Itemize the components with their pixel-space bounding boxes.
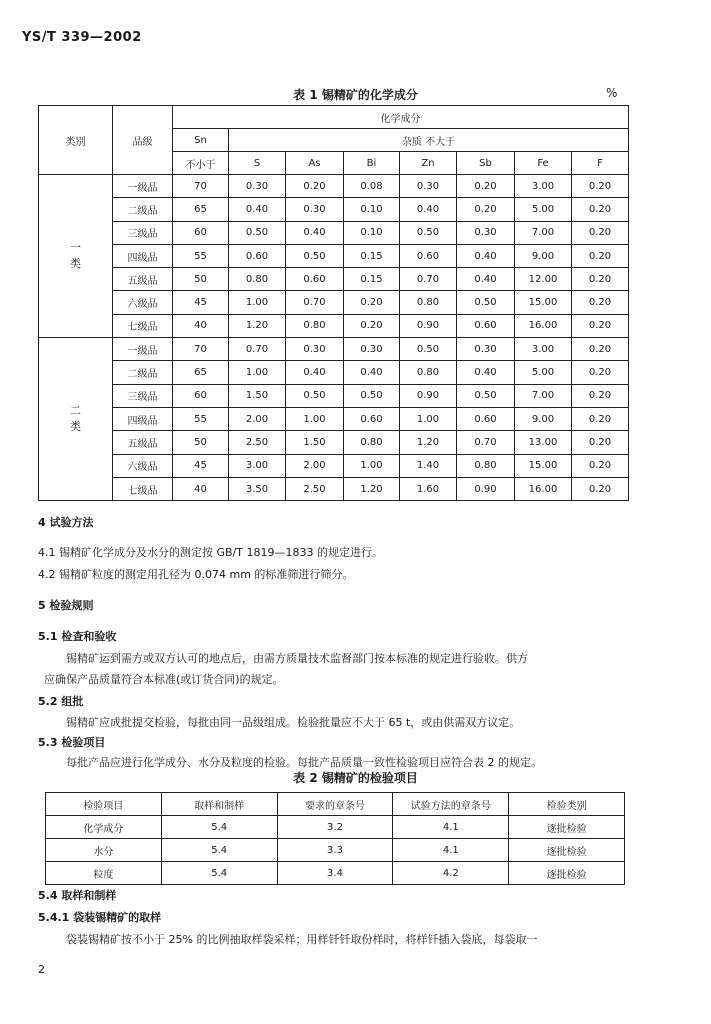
value-cell: 0.60 [286, 268, 344, 291]
grade-cell: 三级品 [113, 221, 173, 244]
value-cell: 1.00 [344, 454, 400, 477]
value-cell: 0.20 [572, 407, 629, 430]
value-cell: 70 [173, 338, 229, 361]
value-cell: 0.20 [572, 361, 629, 384]
value-cell: 0.50 [457, 384, 515, 407]
value-cell: 0.40 [286, 221, 344, 244]
table-row [39, 198, 629, 221]
value-cell: 0.50 [286, 384, 344, 407]
value-cell: 45 [173, 454, 229, 477]
grade-cell: 五级品 [113, 268, 173, 291]
value-cell: 15.00 [515, 291, 572, 314]
value-cell: 65 [173, 361, 229, 384]
table-row [39, 384, 629, 407]
table2-header-cell: 取样和制样 [161, 793, 277, 816]
table2-cell: 4.1 [393, 816, 509, 839]
value-cell: 15.00 [515, 454, 572, 477]
value-cell: 0.60 [457, 407, 515, 430]
value-cell: 40 [173, 314, 229, 337]
value-cell: 0.20 [572, 291, 629, 314]
value-cell: 0.20 [572, 198, 629, 221]
value-cell: 3.00 [229, 454, 286, 477]
grade-cell: 二级品 [113, 361, 173, 384]
value-cell: 1.00 [229, 361, 286, 384]
value-cell: 5.00 [515, 198, 572, 221]
value-cell: 0.80 [286, 314, 344, 337]
table2-cell: 3.3 [277, 839, 393, 862]
value-cell: 0.50 [344, 384, 400, 407]
category-cell [39, 338, 113, 501]
table-row [39, 314, 629, 337]
table-row [39, 268, 629, 291]
value-cell: 0.40 [286, 361, 344, 384]
col-header-grade: 品级 [113, 106, 173, 175]
value-cell: 0.20 [572, 384, 629, 407]
value-cell: 0.60 [457, 314, 515, 337]
value-cell: 1.40 [400, 454, 457, 477]
value-cell: 0.20 [286, 175, 344, 198]
value-cell: 0.30 [286, 338, 344, 361]
table2-title: 表 2 锡精矿的检验项目 [293, 771, 418, 785]
table2-header-cell: 要求的章条号 [277, 793, 393, 816]
value-cell: 1.00 [229, 291, 286, 314]
value-cell: 0.20 [572, 431, 629, 454]
value-cell: 0.40 [457, 244, 515, 267]
table1-unit: % [606, 86, 618, 100]
section-5-1-paragraph-line2: 应确保产品质量符合本标准(或订货合同)的规定。 [44, 673, 284, 686]
value-cell: 3.00 [515, 338, 572, 361]
table-row [46, 816, 625, 839]
table2-cell: 5.4 [161, 862, 277, 885]
value-cell: 60 [173, 221, 229, 244]
grade-cell: 一级品 [113, 175, 173, 198]
value-cell: 5.00 [515, 361, 572, 384]
value-cell: 0.30 [400, 175, 457, 198]
value-cell: 1.20 [344, 477, 400, 500]
grade-cell: 五级品 [113, 431, 173, 454]
category-char: 类 [70, 420, 81, 434]
grade-cell: 六级品 [113, 454, 173, 477]
value-cell: 0.70 [229, 338, 286, 361]
col-header-sn: Sn [173, 129, 229, 152]
table2-cell: 逐批检验 [509, 839, 625, 862]
table2-cell: 4.1 [393, 839, 509, 862]
value-cell: 1.60 [400, 477, 457, 500]
value-cell: 60 [173, 384, 229, 407]
value-cell: 0.10 [344, 198, 400, 221]
value-cell: 2.50 [229, 431, 286, 454]
section-4-1: 4.1 锡精矿化学成分及水分的测定按 GB/T 1819—1833 的规定进行。 [38, 546, 383, 559]
table-row [39, 477, 629, 500]
value-cell: 0.70 [286, 291, 344, 314]
value-cell: 0.80 [344, 431, 400, 454]
section-5-heading: 5 检验规则 [38, 599, 94, 612]
section-5-1-paragraph-line1: 锡精矿运到需方或双方认可的地点后，由需方质量技术监督部门按本标准的规定进行验收。供方 [66, 652, 528, 665]
value-cell: 1.00 [286, 407, 344, 430]
table2-cell: 水分 [46, 839, 162, 862]
value-cell: 2.50 [286, 477, 344, 500]
value-cell: 0.50 [229, 221, 286, 244]
section-5-3-heading: 5.3 检验项目 [38, 736, 106, 749]
value-cell: 0.80 [400, 291, 457, 314]
value-cell: 0.20 [457, 198, 515, 221]
page-number: 2 [38, 963, 45, 976]
col-header-element: S [229, 152, 286, 175]
value-cell: 0.20 [572, 175, 629, 198]
value-cell: 0.20 [572, 338, 629, 361]
table-row [39, 431, 629, 454]
grade-cell: 四级品 [113, 244, 173, 267]
value-cell: 0.30 [229, 175, 286, 198]
table-row [46, 839, 625, 862]
table-row [39, 361, 629, 384]
col-header-impurity: 杂质 不大于 [229, 129, 629, 152]
value-cell: 9.00 [515, 244, 572, 267]
value-cell: 0.30 [286, 198, 344, 221]
value-cell: 0.60 [400, 244, 457, 267]
table2-cell: 3.2 [277, 816, 393, 839]
value-cell: 1.00 [400, 407, 457, 430]
table-row [39, 454, 629, 477]
value-cell: 0.50 [400, 221, 457, 244]
category-char: 一 [70, 241, 81, 255]
table-row [39, 291, 629, 314]
value-cell: 1.50 [229, 384, 286, 407]
value-cell: 0.80 [400, 361, 457, 384]
category-char: 二 [70, 404, 81, 418]
value-cell: 0.30 [457, 221, 515, 244]
value-cell: 0.20 [572, 244, 629, 267]
col-header-element: Sb [457, 152, 515, 175]
value-cell: 0.20 [344, 314, 400, 337]
table2-cell: 化学成分 [46, 816, 162, 839]
value-cell: 0.10 [344, 221, 400, 244]
value-cell: 0.40 [400, 198, 457, 221]
value-cell: 16.00 [515, 477, 572, 500]
value-cell: 0.60 [344, 407, 400, 430]
value-cell: 0.90 [400, 384, 457, 407]
inspection-items-table [45, 792, 625, 885]
table1-title: 表 1 锡精矿的化学成分 [293, 88, 418, 102]
table2-cell: 5.4 [161, 839, 277, 862]
value-cell: 0.20 [572, 314, 629, 337]
table-header-row [46, 793, 625, 816]
category-cell [39, 175, 113, 338]
value-cell: 0.40 [229, 198, 286, 221]
value-cell: 0.50 [286, 244, 344, 267]
grade-cell: 一级品 [113, 338, 173, 361]
value-cell: 0.40 [457, 268, 515, 291]
table-row [39, 407, 629, 430]
value-cell: 2.00 [229, 407, 286, 430]
value-cell: 0.30 [344, 338, 400, 361]
section-5-1-heading: 5.1 检查和验收 [38, 630, 117, 643]
value-cell: 16.00 [515, 314, 572, 337]
value-cell: 0.80 [457, 454, 515, 477]
value-cell: 9.00 [515, 407, 572, 430]
value-cell: 0.40 [457, 361, 515, 384]
col-header-sn-note: 不小于 [173, 152, 229, 175]
table-row [39, 221, 629, 244]
section-4-heading: 4 试验方法 [38, 516, 94, 529]
col-header-element: Zn [400, 152, 457, 175]
value-cell: 0.50 [457, 291, 515, 314]
col-header-composition: 化学成分 [173, 106, 629, 129]
section-5-4-1-heading: 5.4.1 袋装锡精矿的取样 [38, 911, 162, 924]
grade-cell: 三级品 [113, 384, 173, 407]
value-cell: 50 [173, 268, 229, 291]
grade-cell: 四级品 [113, 407, 173, 430]
value-cell: 3.00 [515, 175, 572, 198]
value-cell: 40 [173, 477, 229, 500]
table2-cell: 4.2 [393, 862, 509, 885]
table2-cell: 5.4 [161, 816, 277, 839]
value-cell: 0.20 [572, 221, 629, 244]
value-cell: 0.20 [457, 175, 515, 198]
value-cell: 55 [173, 407, 229, 430]
value-cell: 45 [173, 291, 229, 314]
section-5-2-heading: 5.2 组批 [38, 695, 84, 708]
value-cell: 0.80 [229, 268, 286, 291]
value-cell: 7.00 [515, 384, 572, 407]
value-cell: 2.00 [286, 454, 344, 477]
col-header-element: Fe [515, 152, 572, 175]
value-cell: 12.00 [515, 268, 572, 291]
value-cell: 0.60 [229, 244, 286, 267]
grade-cell: 七级品 [113, 314, 173, 337]
col-header-element: F [572, 152, 629, 175]
grade-cell: 二级品 [113, 198, 173, 221]
value-cell: 1.20 [229, 314, 286, 337]
value-cell: 55 [173, 244, 229, 267]
grade-cell: 六级品 [113, 291, 173, 314]
value-cell: 0.15 [344, 244, 400, 267]
value-cell: 13.00 [515, 431, 572, 454]
table2-header-cell: 试验方法的章条号 [393, 793, 509, 816]
table2-cell: 3.4 [277, 862, 393, 885]
value-cell: 0.90 [457, 477, 515, 500]
value-cell: 50 [173, 431, 229, 454]
value-cell: 0.40 [344, 361, 400, 384]
table2-header-cell: 检验类别 [509, 793, 625, 816]
section-5-4-heading: 5.4 取样和制样 [38, 889, 117, 902]
value-cell: 65 [173, 198, 229, 221]
value-cell: 0.20 [572, 268, 629, 291]
value-cell: 0.70 [400, 268, 457, 291]
table-row [39, 175, 629, 198]
value-cell: 1.20 [400, 431, 457, 454]
section-5-4-1-paragraph: 袋装锡精矿按不小于 25% 的比例抽取样袋采样；用样钎钎取份样时，将样钎插入袋底，每袋取一 [66, 933, 538, 946]
standard-code: YS/T 339—2002 [22, 30, 142, 45]
section-5-2-paragraph: 锡精矿应成批提交检验，每批由同一品级组成。检验批量应不大于 65 t，或由供需双方议定。 [66, 716, 521, 729]
section-5-3-paragraph: 每批产品应进行化学成分、水分及粒度的检验。每批产品质量一致性检验项目应符合表 2 的规定。 [66, 756, 542, 769]
value-cell: 0.50 [400, 338, 457, 361]
table-row [39, 244, 629, 267]
value-cell: 3.50 [229, 477, 286, 500]
value-cell: 0.15 [344, 268, 400, 291]
value-cell: 7.00 [515, 221, 572, 244]
value-cell: 70 [173, 175, 229, 198]
value-cell: 0.08 [344, 175, 400, 198]
table2-cell: 逐批检验 [509, 862, 625, 885]
col-header-element: Bi [344, 152, 400, 175]
value-cell: 0.20 [344, 291, 400, 314]
value-cell: 1.50 [286, 431, 344, 454]
table-row [39, 338, 629, 361]
value-cell: 0.90 [400, 314, 457, 337]
col-header-element: As [286, 152, 344, 175]
grade-cell: 七级品 [113, 477, 173, 500]
chemical-composition-table [38, 105, 629, 501]
value-cell: 0.70 [457, 431, 515, 454]
table2-cell: 粒度 [46, 862, 162, 885]
value-cell: 0.20 [572, 477, 629, 500]
table-row [46, 862, 625, 885]
value-cell: 0.30 [457, 338, 515, 361]
col-header-category: 类别 [39, 106, 113, 175]
table2-header-cell: 检验项目 [46, 793, 162, 816]
value-cell: 0.20 [572, 454, 629, 477]
section-4-2: 4.2 锡精矿粒度的测定用孔径为 0.074 mm 的标准筛进行筛分。 [38, 568, 354, 581]
category-char: 类 [70, 257, 81, 271]
table2-cell: 逐批检验 [509, 816, 625, 839]
